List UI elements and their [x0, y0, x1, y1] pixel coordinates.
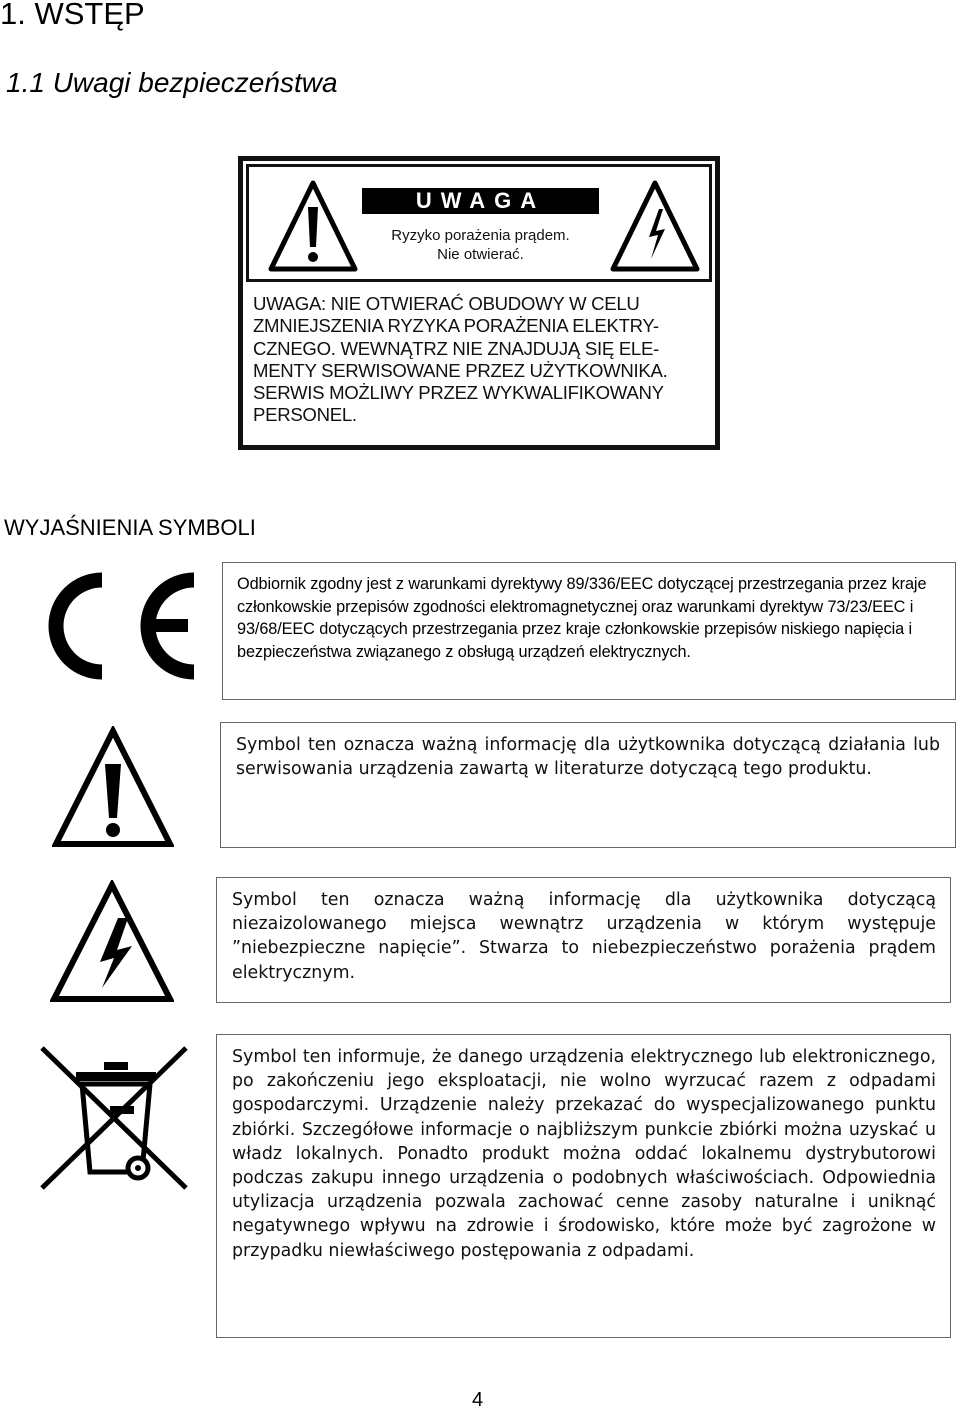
- warning-title: UWAGA: [362, 188, 599, 214]
- weee-description: Symbol ten informuje, że danego urządzenia elektrycznego lub elektronicznego, po zakończeniu jego eksploatacji, nie wolno wyrzucać razem z odpadami gospodarczymi. Urządzenie należy przekazać do wyspecjalizowanego punktu zbiórki. Szczegółowe informacje o najbliższym punkcie zbiórki można uzyskać u władz lokalnych. Ponadto produkt można oddać lokalnemu dystrybutorowi podczas zakupu innego urządzenia o podobnych właściwościach. Odpowiednia utylizacja urządzenia pozwala zachować cenne zasoby naturalne i uniknąć negatywnego wpływu na zdrowie i środowisko, które może być zagrożone w przypadku niewłaściwego postępowania z odpadami.: [232, 1047, 936, 1261]
- symbol-description-box: [220, 722, 956, 848]
- warning-notice: UWAGA: NIE OTWIERAĆ OBUDOWY W CELU ZMNIEJSZENIA RYZYKA PORAŻENIA ELEKTRY-CZNEGO. WEWNĄTRZ NIE ZNAJDUJĄ SIĘ ELE-MENTY SERWISOWANE PRZEZ UŻYTKOWNIKA. SERWIS MOŻLIWY PRZEZ WYKWALIFIKOWANY PERSONEL.: [253, 293, 668, 426]
- warning-subtitle-line1: Ryzyko porażenia prądem.: [391, 227, 570, 244]
- lightning-triangle-icon: [50, 880, 174, 1004]
- symbol-description-box: [216, 1034, 951, 1338]
- warning-subtitle-line2: Nie otwierać.: [437, 246, 524, 263]
- warning-label-header: [246, 164, 712, 282]
- symbol-description-box: [222, 562, 956, 700]
- warning-subtitle: [362, 226, 599, 264]
- symbols-heading: WYJAŚNIENIA SYMBOLI: [4, 515, 256, 540]
- subsection-heading: 1.1 Uwagi bezpieczeństwa: [6, 67, 338, 98]
- ce-mark-icon: [34, 566, 202, 686]
- ce-description: Odbiornik zgodny jest z warunkami dyrektywy 89/336/EEC dotyczącej przestrzegania przez kraje członkowskie przepisów zgodności elektromagnetycznej oraz warunkami dyrektyw 73/23/EEC i 93/68/EEC dotyczących przestrzegania przez kraje członkowskie przepisów niskiego napięcia i bezpieczeństwa związanego z obsługą urządzeń elektrycznych.: [237, 575, 927, 661]
- crossed-bin-icon: [38, 1044, 192, 1192]
- exclamation-triangle-icon: [267, 179, 359, 273]
- page-number: 4: [472, 1389, 484, 1411]
- exclamation-triangle-icon: [52, 726, 174, 848]
- section-heading: 1. WSTĘP: [0, 0, 145, 31]
- warning-label: [238, 156, 720, 450]
- symbol-description-box: [216, 877, 951, 1003]
- lightning-triangle-icon: [609, 179, 701, 273]
- lightning-description: Symbol ten oznacza ważną informację dla użytkownika dotyczącą niezaizolowanego miejsca wewnątrz urządzenia w którym występuje ”niebezpieczne napięcie”. Stwarza to niebezpieczeństwo porażenia prądem elektrycznym.: [232, 890, 936, 983]
- exclamation-description: Symbol ten oznacza ważną informację dla użytkownika dotyczącą działania lub serwisowania urządzenia zawartą w literaturze dotyczącą tego produktu.: [236, 735, 940, 780]
